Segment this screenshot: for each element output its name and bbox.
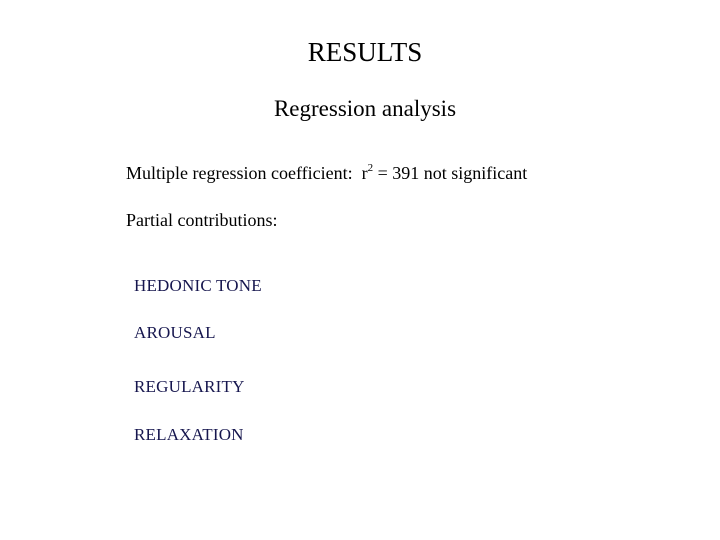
factor-arousal: AROUSAL [134,323,216,342]
factor-relaxation: RELAXATION [134,425,244,444]
factor-hedonic-tone: HEDONIC TONE [134,276,262,295]
slide-title: RESULTS [307,37,423,67]
regression-label: Multiple regression coefficient: [126,163,353,183]
regression-result: = 391 not significant [377,163,528,183]
slide-subtitle: Regression analysis [273,96,457,121]
regression-exponent: 2 [367,162,374,174]
regression-symbol: r [361,163,368,183]
regression-coefficient-line [126,161,527,185]
factor-regularity: REGULARITY [134,377,245,396]
partial-contributions-label: Partial contributions: [126,210,278,230]
